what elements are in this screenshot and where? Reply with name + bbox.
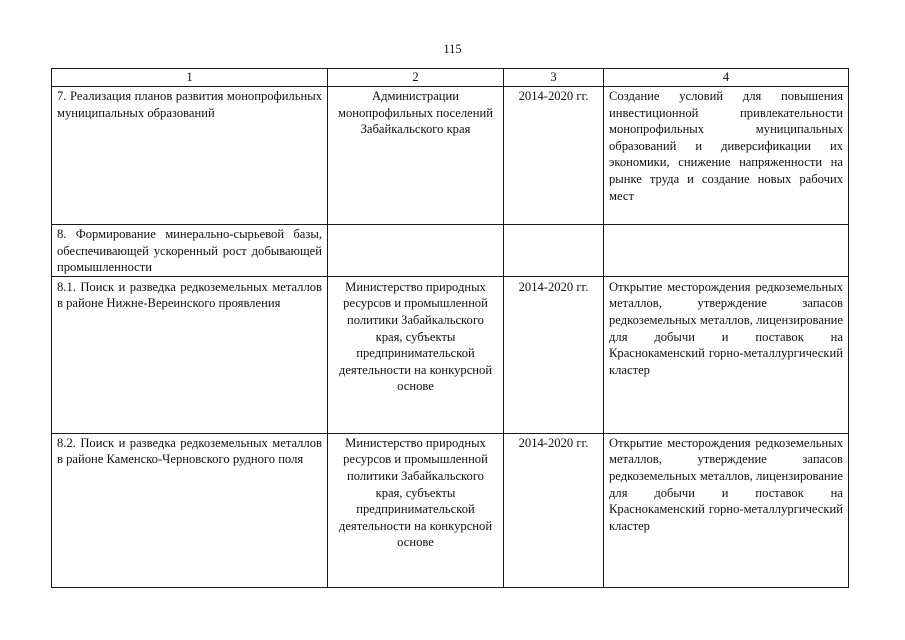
responsible-cell: Министерство природных ресурсов и промышленной политики Забайкальского края, субъекты предпринимательской деятельности на конкурсной основе [328, 276, 504, 433]
column-header-3: 3 [504, 69, 604, 87]
table-row [52, 276, 849, 433]
period-cell [504, 225, 604, 277]
column-header-4: 4 [604, 69, 849, 87]
activity-cell: 8.1. Поиск и разведка редкоземельных металлов в районе Нижне-Вереинского проявления [52, 276, 328, 433]
column-header-2: 2 [328, 69, 504, 87]
period-cell: 2014-2020 гг. [504, 433, 604, 587]
result-cell: Создание условий для повышения инвестиционной привлекательности монопрофильных муниципальных образований и диверсификации их экономики, снижение напряженности на рынке труда и создание новых рабочих мест [604, 87, 849, 225]
result-cell: Открытие месторождения редкоземельных металлов, утверждение запасов редкоземельных металлов, лицензирование для добычи и поставок на Краснокаменский горно-металлургический кластер [604, 276, 849, 433]
activity-cell: 7. Реализация планов развития монопрофильных муниципальных образований [52, 87, 328, 225]
table-row [52, 225, 849, 277]
column-header-1: 1 [52, 69, 328, 87]
table-row [52, 433, 849, 587]
table-header-row [52, 69, 849, 87]
activity-cell: 8. Формирование минерально-сырьевой базы, обеспечивающей ускоренный рост добывающей промышленности [52, 225, 328, 277]
responsible-cell [328, 225, 504, 277]
period-cell: 2014-2020 гг. [504, 276, 604, 433]
page-number: 115 [443, 42, 462, 56]
table-row [52, 87, 849, 225]
result-cell: Открытие месторождения редкоземельных металлов, утверждение запасов редкоземельных металлов, лицензирование для добычи и поставок на Краснокаменский горно-металлургический кластер [604, 433, 849, 587]
period-cell: 2014-2020 гг. [504, 87, 604, 225]
activity-cell: 8.2. Поиск и разведка редкоземельных металлов в районе Каменско-Черновского рудного поля [52, 433, 328, 587]
result-cell [604, 225, 849, 277]
responsible-cell: Министерство природных ресурсов и промышленной политики Забайкальского края, субъекты предпринимательской деятельности на конкурсной основе [328, 433, 504, 587]
responsible-cell: Администрации монопрофильных поселений Забайкальского края [328, 87, 504, 225]
action-plan-table [51, 68, 849, 588]
